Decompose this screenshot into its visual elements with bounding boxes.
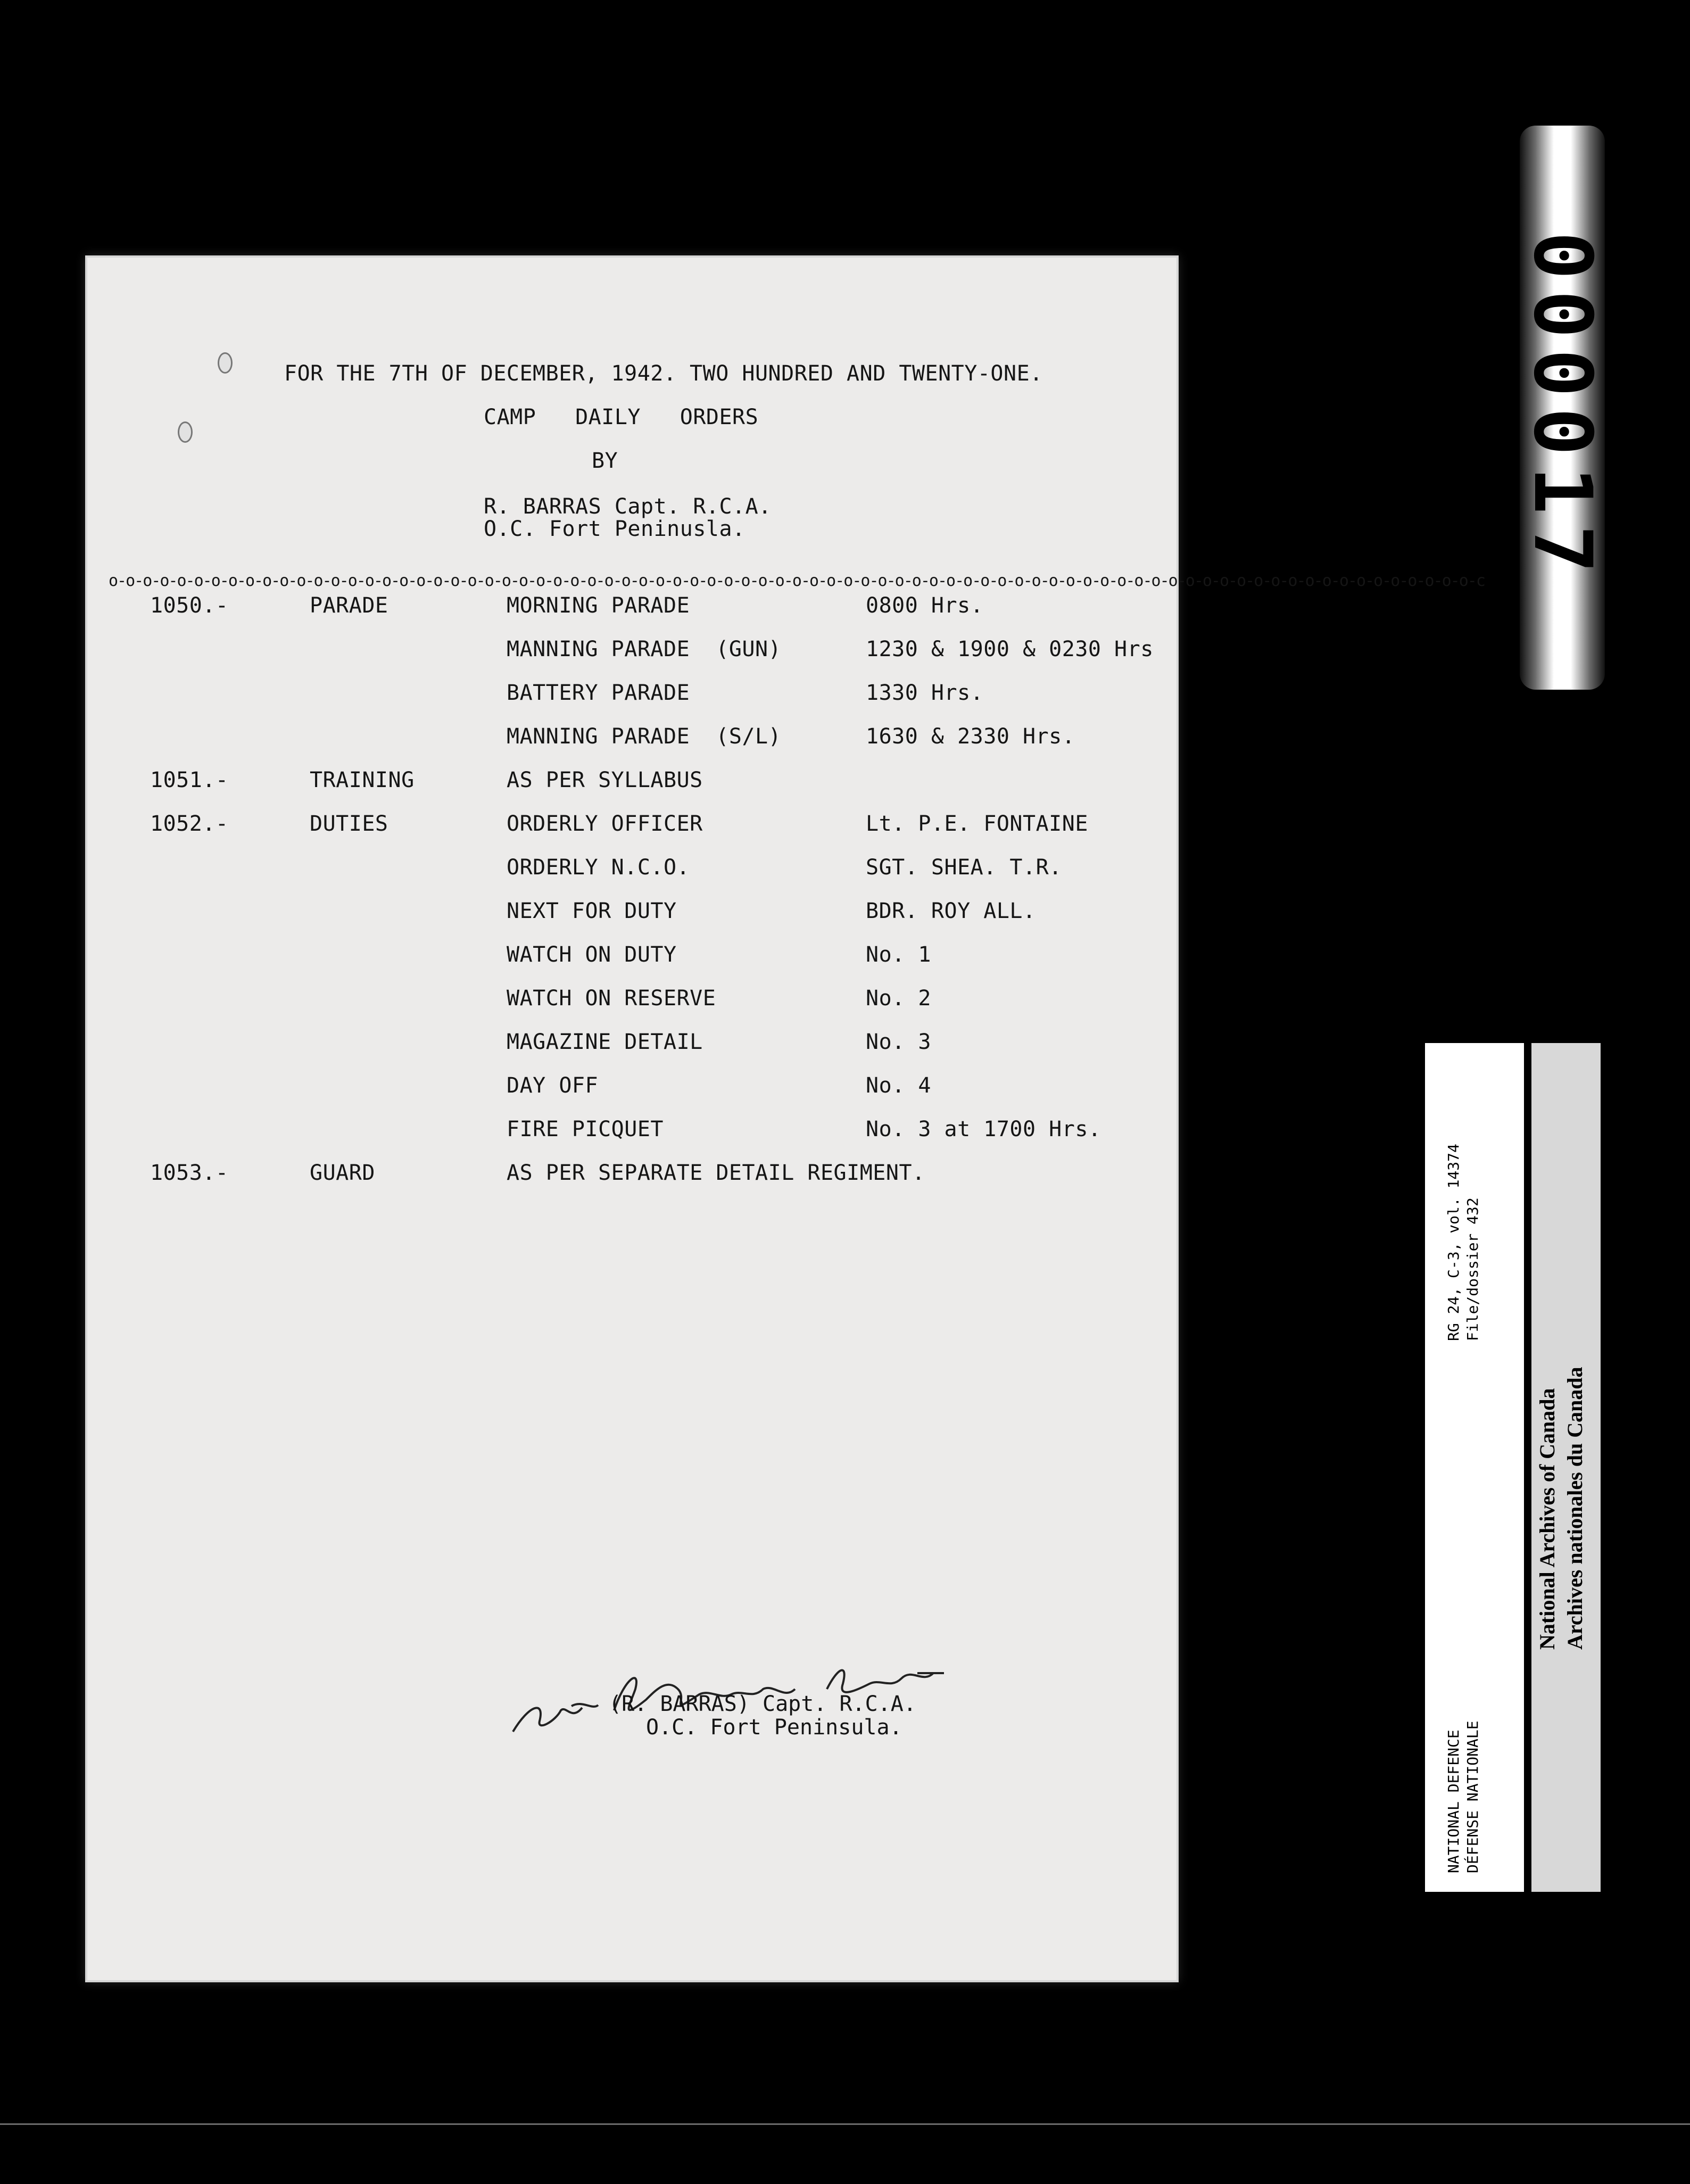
archive-file: File/dossier 432 xyxy=(1464,1197,1481,1341)
label-divider xyxy=(1524,1043,1531,1892)
issuer-name: R. BARRAS Capt. R.C.A. xyxy=(484,494,772,519)
archives-en: National Archives of Canada xyxy=(1535,1388,1559,1650)
entry-val: No. 3 xyxy=(866,1030,931,1054)
frame-number-strip xyxy=(1516,126,1609,690)
by-line: BY xyxy=(592,449,618,473)
dept-en: NATIONAL DEFENCE xyxy=(1445,1730,1462,1873)
entry-item: ORDERLY N.C.O. xyxy=(507,855,690,880)
heading-line: FOR THE 7TH OF DECEMBER, 1942. TWO HUNDRED AND TWENTY-ONE. xyxy=(284,361,1043,386)
entry-cat: DUTIES xyxy=(310,812,388,836)
entry-num: 1050.- xyxy=(150,593,229,618)
signature-post: O.C. Fort Peninsula. xyxy=(646,1715,902,1740)
entry-item: MANNING PARADE (S/L) xyxy=(507,724,782,749)
dept-fr: DÉFENSE NATIONALE xyxy=(1464,1720,1481,1873)
scanner-edge-line xyxy=(0,2123,1690,2125)
entry-item: AS PER SYLLABUS xyxy=(507,768,703,792)
entry-item: DAY OFF xyxy=(507,1073,599,1098)
entry-item: ORDERLY OFFICER xyxy=(507,812,703,836)
punch-hole xyxy=(178,421,193,443)
archive-reference: RG 24, C-3, vol. 14374 xyxy=(1445,1144,1462,1341)
entry-item: WATCH ON DUTY xyxy=(507,942,677,967)
entry-val: Lt. P.E. FONTAINE xyxy=(866,812,1088,836)
entry-item: WATCH ON RESERVE xyxy=(507,986,716,1011)
entry-item: AS PER SEPARATE DETAIL REGIMENT. xyxy=(507,1161,925,1185)
entry-cat: TRAINING xyxy=(310,768,415,792)
archives-fr: Archives nationales du Canada xyxy=(1563,1367,1587,1650)
entry-val: 1330 Hrs. xyxy=(866,681,984,705)
entry-item: BATTERY PARADE xyxy=(507,681,690,705)
entry-num: 1051.- xyxy=(150,768,229,792)
entry-val: SGT. SHEA. T.R. xyxy=(866,855,1062,880)
separator-line: o-o-o-o-o-o-o-o-o-o-o-o-o-o-o-o-o-o-o-o-o-o-o-o-o-o-o-o-o-o-o-o-o-o-o-o-o-o-o-o-o-o-o-o-o-o-o-o-o-o-o-o-o-o-o-o-o-o-o-o-o-o-o-o-o-o-o-o-o-o-o-o-o-o-o-o-o-o-o-o-c xyxy=(109,572,1485,590)
entry-item: MORNING PARADE xyxy=(507,593,690,618)
frame-number: 000017 xyxy=(1516,231,1609,584)
entry-val: No. 2 xyxy=(866,986,931,1011)
entry-val: No. 3 at 1700 Hrs. xyxy=(866,1117,1101,1141)
entry-cat: PARADE xyxy=(310,593,388,618)
issuer-post: O.C. Fort Peninusla. xyxy=(484,517,745,541)
entry-val: 0800 Hrs. xyxy=(866,593,984,618)
entry-item: MAGAZINE DETAIL xyxy=(507,1030,703,1054)
archive-label xyxy=(1425,1043,1601,1892)
entry-item: FIRE PICQUET xyxy=(507,1117,664,1141)
entry-val: BDR. ROY ALL. xyxy=(866,899,1036,923)
punch-hole xyxy=(218,352,233,374)
entry-val: 1630 & 2330 Hrs. xyxy=(866,724,1075,749)
document-title: CAMP DAILY ORDERS xyxy=(484,405,759,429)
entry-item: NEXT FOR DUTY xyxy=(507,899,677,923)
entry-val: No. 1 xyxy=(866,942,931,967)
entry-item: MANNING PARADE (GUN) xyxy=(507,637,782,661)
entry-cat: GUARD xyxy=(310,1161,375,1185)
entry-val: No. 4 xyxy=(866,1073,931,1098)
signature-name: (R. BARRAS) Capt. R.C.A. xyxy=(609,1692,916,1716)
entry-num: 1052.- xyxy=(150,812,229,836)
entry-num: 1053.- xyxy=(150,1161,229,1185)
entry-val: 1230 & 1900 & 0230 Hrs xyxy=(866,637,1154,661)
